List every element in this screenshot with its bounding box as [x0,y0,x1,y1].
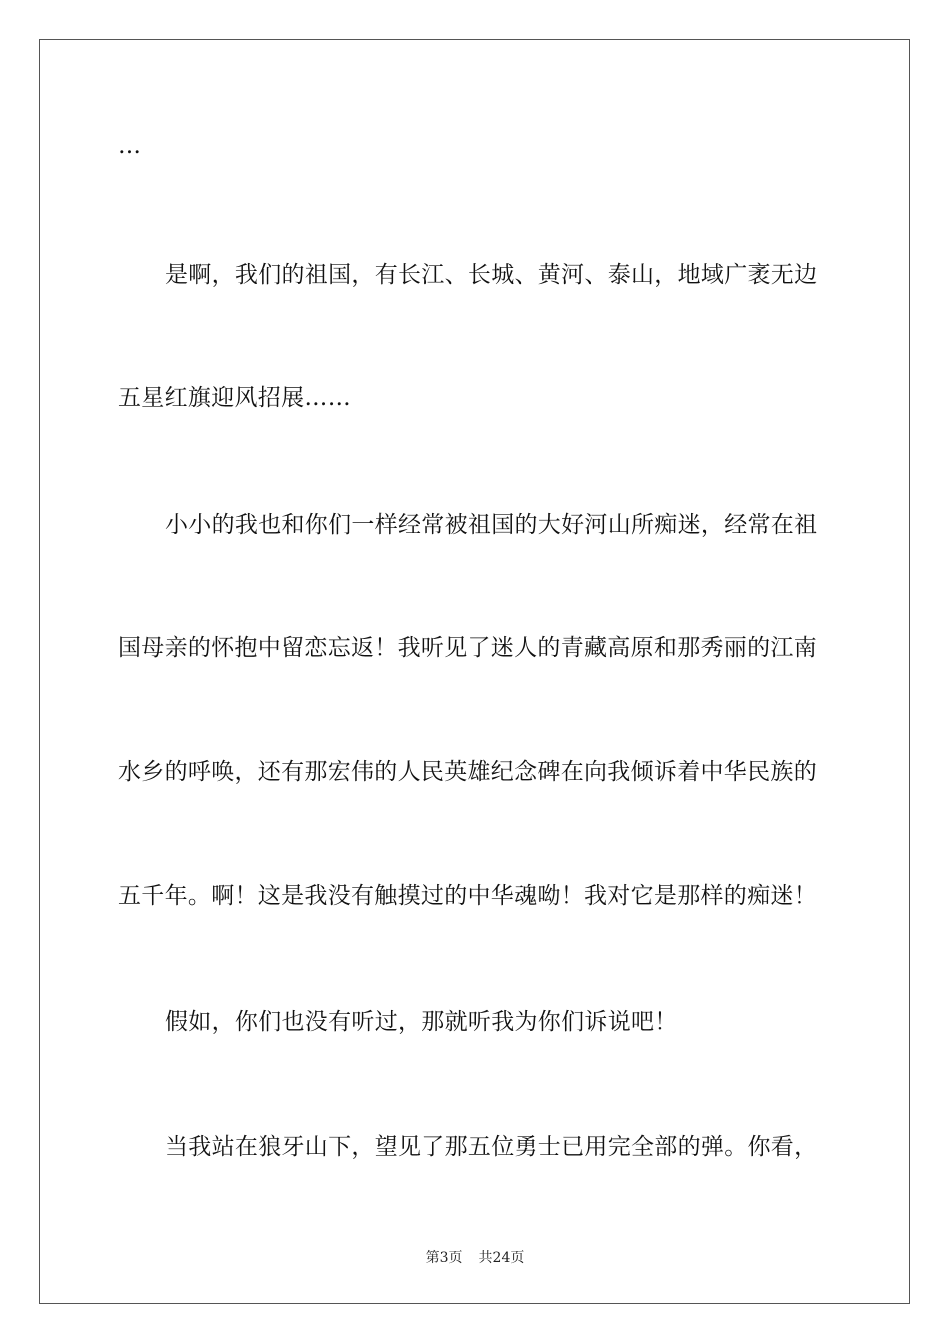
paragraph-line: 当我站在狼牙山下，望见了那五位勇士已用完全部的弹。你看， [165,1134,818,1160]
page-total: 共24页 [478,1250,525,1266]
page-footer [0,1247,950,1267]
paragraph-line: 小小的我也和你们一样经常被祖国的大好河山所痴迷，经常在祖 [165,512,818,538]
text-line-ellipsis: … [118,133,142,159]
page-border [39,39,910,1304]
paragraph-line: 五千年。啊！这是我没有触摸过的中华魂呦！我对它是那样的痴迷！ [118,883,817,909]
page-number: 第3页 [425,1250,463,1266]
paragraph-line: 水乡的呼唤，还有那宏伟的人民英雄纪念碑在向我倾诉着中华民族的 [118,759,817,785]
paragraph-line: 五星红旗迎风招展…… [118,385,351,411]
paragraph-line: 是啊，我们的祖国，有长江、长城、黄河、泰山，地域广袤无边 [165,262,818,288]
paragraph-line: 假如，你们也没有听过，那就听我为你们诉说吧！ [165,1009,678,1035]
paragraph-line: 国母亲的怀抱中留恋忘返！我听见了迷人的青藏高原和那秀丽的江南 [118,635,817,661]
